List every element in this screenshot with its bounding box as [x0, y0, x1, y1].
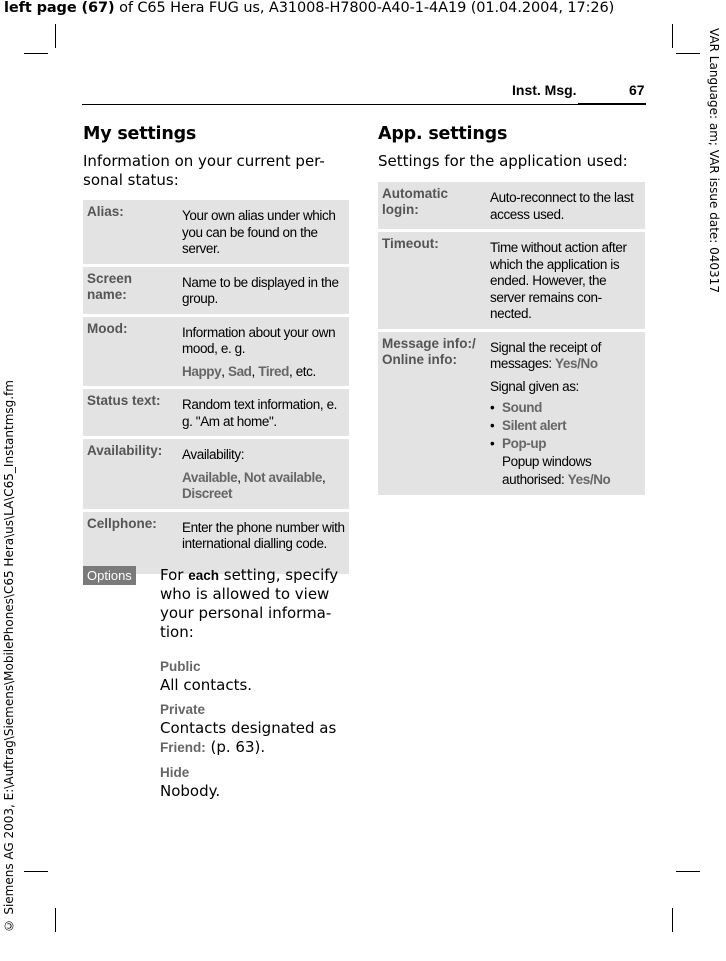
- option-not-available: Not available: [243, 469, 322, 485]
- row-label: Status text:: [83, 389, 178, 436]
- app-settings-table: [378, 179, 645, 498]
- table-row: [83, 267, 349, 314]
- availability-options: Available, Not available, Discreet: [182, 469, 326, 501]
- signal-silent-alert: Silent alert: [502, 418, 567, 433]
- availability-desc: Availability:: [182, 447, 245, 462]
- table-row: [378, 332, 645, 496]
- signal-receipt-text: Signal the receipt of messages:: [490, 339, 601, 371]
- my-settings-intro: Information on your current per-sonal status:: [83, 152, 325, 189]
- section-title: Inst. Msg.: [512, 82, 577, 98]
- option-tired: Tired: [258, 363, 289, 379]
- header-rule: [82, 104, 646, 105]
- crop-mark: [55, 908, 56, 932]
- row-desc: [178, 439, 349, 509]
- my-settings-heading: My settings: [83, 124, 197, 144]
- signal-sound: Sound: [502, 400, 542, 415]
- popup-text: Popup windows authorised:: [502, 454, 592, 487]
- table-row: [83, 317, 349, 387]
- popup-yes: Yes: [567, 472, 590, 487]
- option-sad: Sad: [227, 363, 252, 379]
- table-row: [83, 512, 349, 574]
- row-label: Screen name:: [83, 267, 178, 314]
- options-text-bold: each: [188, 568, 219, 583]
- message-info-desc: Signal the receipt of messages: Yes/No: [490, 339, 601, 371]
- crop-mark: [672, 908, 673, 932]
- crop-mark: [676, 871, 700, 872]
- app-settings-heading: App. settings: [378, 124, 508, 144]
- table-row: [83, 389, 349, 436]
- option-happy: Happy: [182, 363, 222, 379]
- yes-option: Yes: [555, 356, 578, 371]
- privacy-term: Private: [160, 702, 206, 717]
- header-page-label: left page (67): [4, 0, 115, 16]
- row-label: Availability:: [83, 439, 178, 509]
- row-label: Message info:/ Online info:: [378, 332, 486, 496]
- page-reference: (p. 63).: [205, 738, 266, 756]
- crop-mark: [672, 24, 673, 48]
- language-info: VAR Language: am; VAR issue date: 040317: [707, 28, 721, 293]
- mood-desc: Information about your own mood, e. g.: [182, 324, 336, 356]
- page-number: 67: [629, 82, 645, 98]
- row-label: Cellphone:: [83, 512, 178, 574]
- app-settings-intro: Settings for the application used:: [378, 152, 628, 170]
- crop-mark: [24, 871, 48, 872]
- privacy-term: Public: [160, 659, 201, 674]
- row-desc: Enter the phone number with international dialling code.: [178, 512, 349, 574]
- page-number-rule: [578, 103, 646, 105]
- privacy-item-hide: [160, 763, 220, 801]
- row-desc: Time without action after which the application is ended. However, the server remains con-nected.: [486, 232, 645, 329]
- row-desc: Random text information, e. g. "Am at home".: [178, 389, 349, 436]
- privacy-item-private: [160, 700, 345, 757]
- my-settings-table: [83, 197, 349, 577]
- row-desc: [178, 317, 349, 387]
- row-label: Automatic login:: [378, 182, 486, 229]
- row-desc: Name to be displayed in the group.: [178, 267, 349, 314]
- crop-mark: [55, 24, 56, 48]
- table-row: [378, 232, 645, 329]
- privacy-text: All contacts.: [160, 676, 253, 694]
- option-discreet: Discreet: [182, 486, 233, 501]
- row-label: Timeout:: [378, 232, 486, 329]
- list-item: [490, 417, 641, 435]
- list-item: [490, 399, 641, 417]
- no-option: No: [580, 356, 598, 371]
- privacy-text: Nobody.: [160, 782, 221, 800]
- row-label: Mood:: [83, 317, 178, 387]
- privacy-item-public: [160, 657, 252, 695]
- privacy-term: Hide: [160, 765, 190, 780]
- list-item: • Pop-up Popup windows authorised: Yes/No: [490, 435, 641, 489]
- document-info-header: [4, 0, 614, 16]
- crop-mark: [24, 53, 48, 54]
- signal-given-as: Signal given as:: [490, 378, 579, 394]
- table-row: [378, 182, 645, 229]
- options-text-pre: For: [160, 566, 189, 584]
- option-available: Available: [182, 469, 238, 485]
- signal-list: [490, 399, 641, 489]
- signal-popup: Pop-up: [502, 436, 547, 451]
- table-row: [83, 200, 349, 264]
- header-file-info: of C65 Hera FUG us, A31008-H7800-A40-1-4A19 (01.04.2004, 17:26): [114, 0, 615, 16]
- crop-mark: [676, 53, 700, 54]
- mood-options: Happy, Sad, Tired, etc.: [182, 363, 316, 379]
- file-path-info: © Siemens AG 2003, E:\Auftrag\Siemens\MobilePhones\C65 Hera\us\LA\C65_Instantmsg.fm: [2, 380, 16, 933]
- row-label: Alias:: [83, 200, 178, 264]
- row-desc: Your own alias under which you can be found on the server.: [178, 200, 349, 264]
- popup-no: No: [593, 472, 611, 487]
- friend-term: Friend:: [160, 740, 206, 755]
- options-description: [160, 566, 340, 642]
- mood-etc: , etc.: [289, 363, 316, 379]
- privacy-text: Contacts designated as: [160, 719, 337, 737]
- row-desc: [486, 332, 645, 496]
- options-softkey: Options: [83, 566, 136, 585]
- row-desc: Auto-reconnect to the last access used.: [486, 182, 645, 229]
- options-text-post: setting, specify who is allowed to view your personal informa-tion:: [160, 566, 339, 641]
- table-row: [83, 439, 349, 509]
